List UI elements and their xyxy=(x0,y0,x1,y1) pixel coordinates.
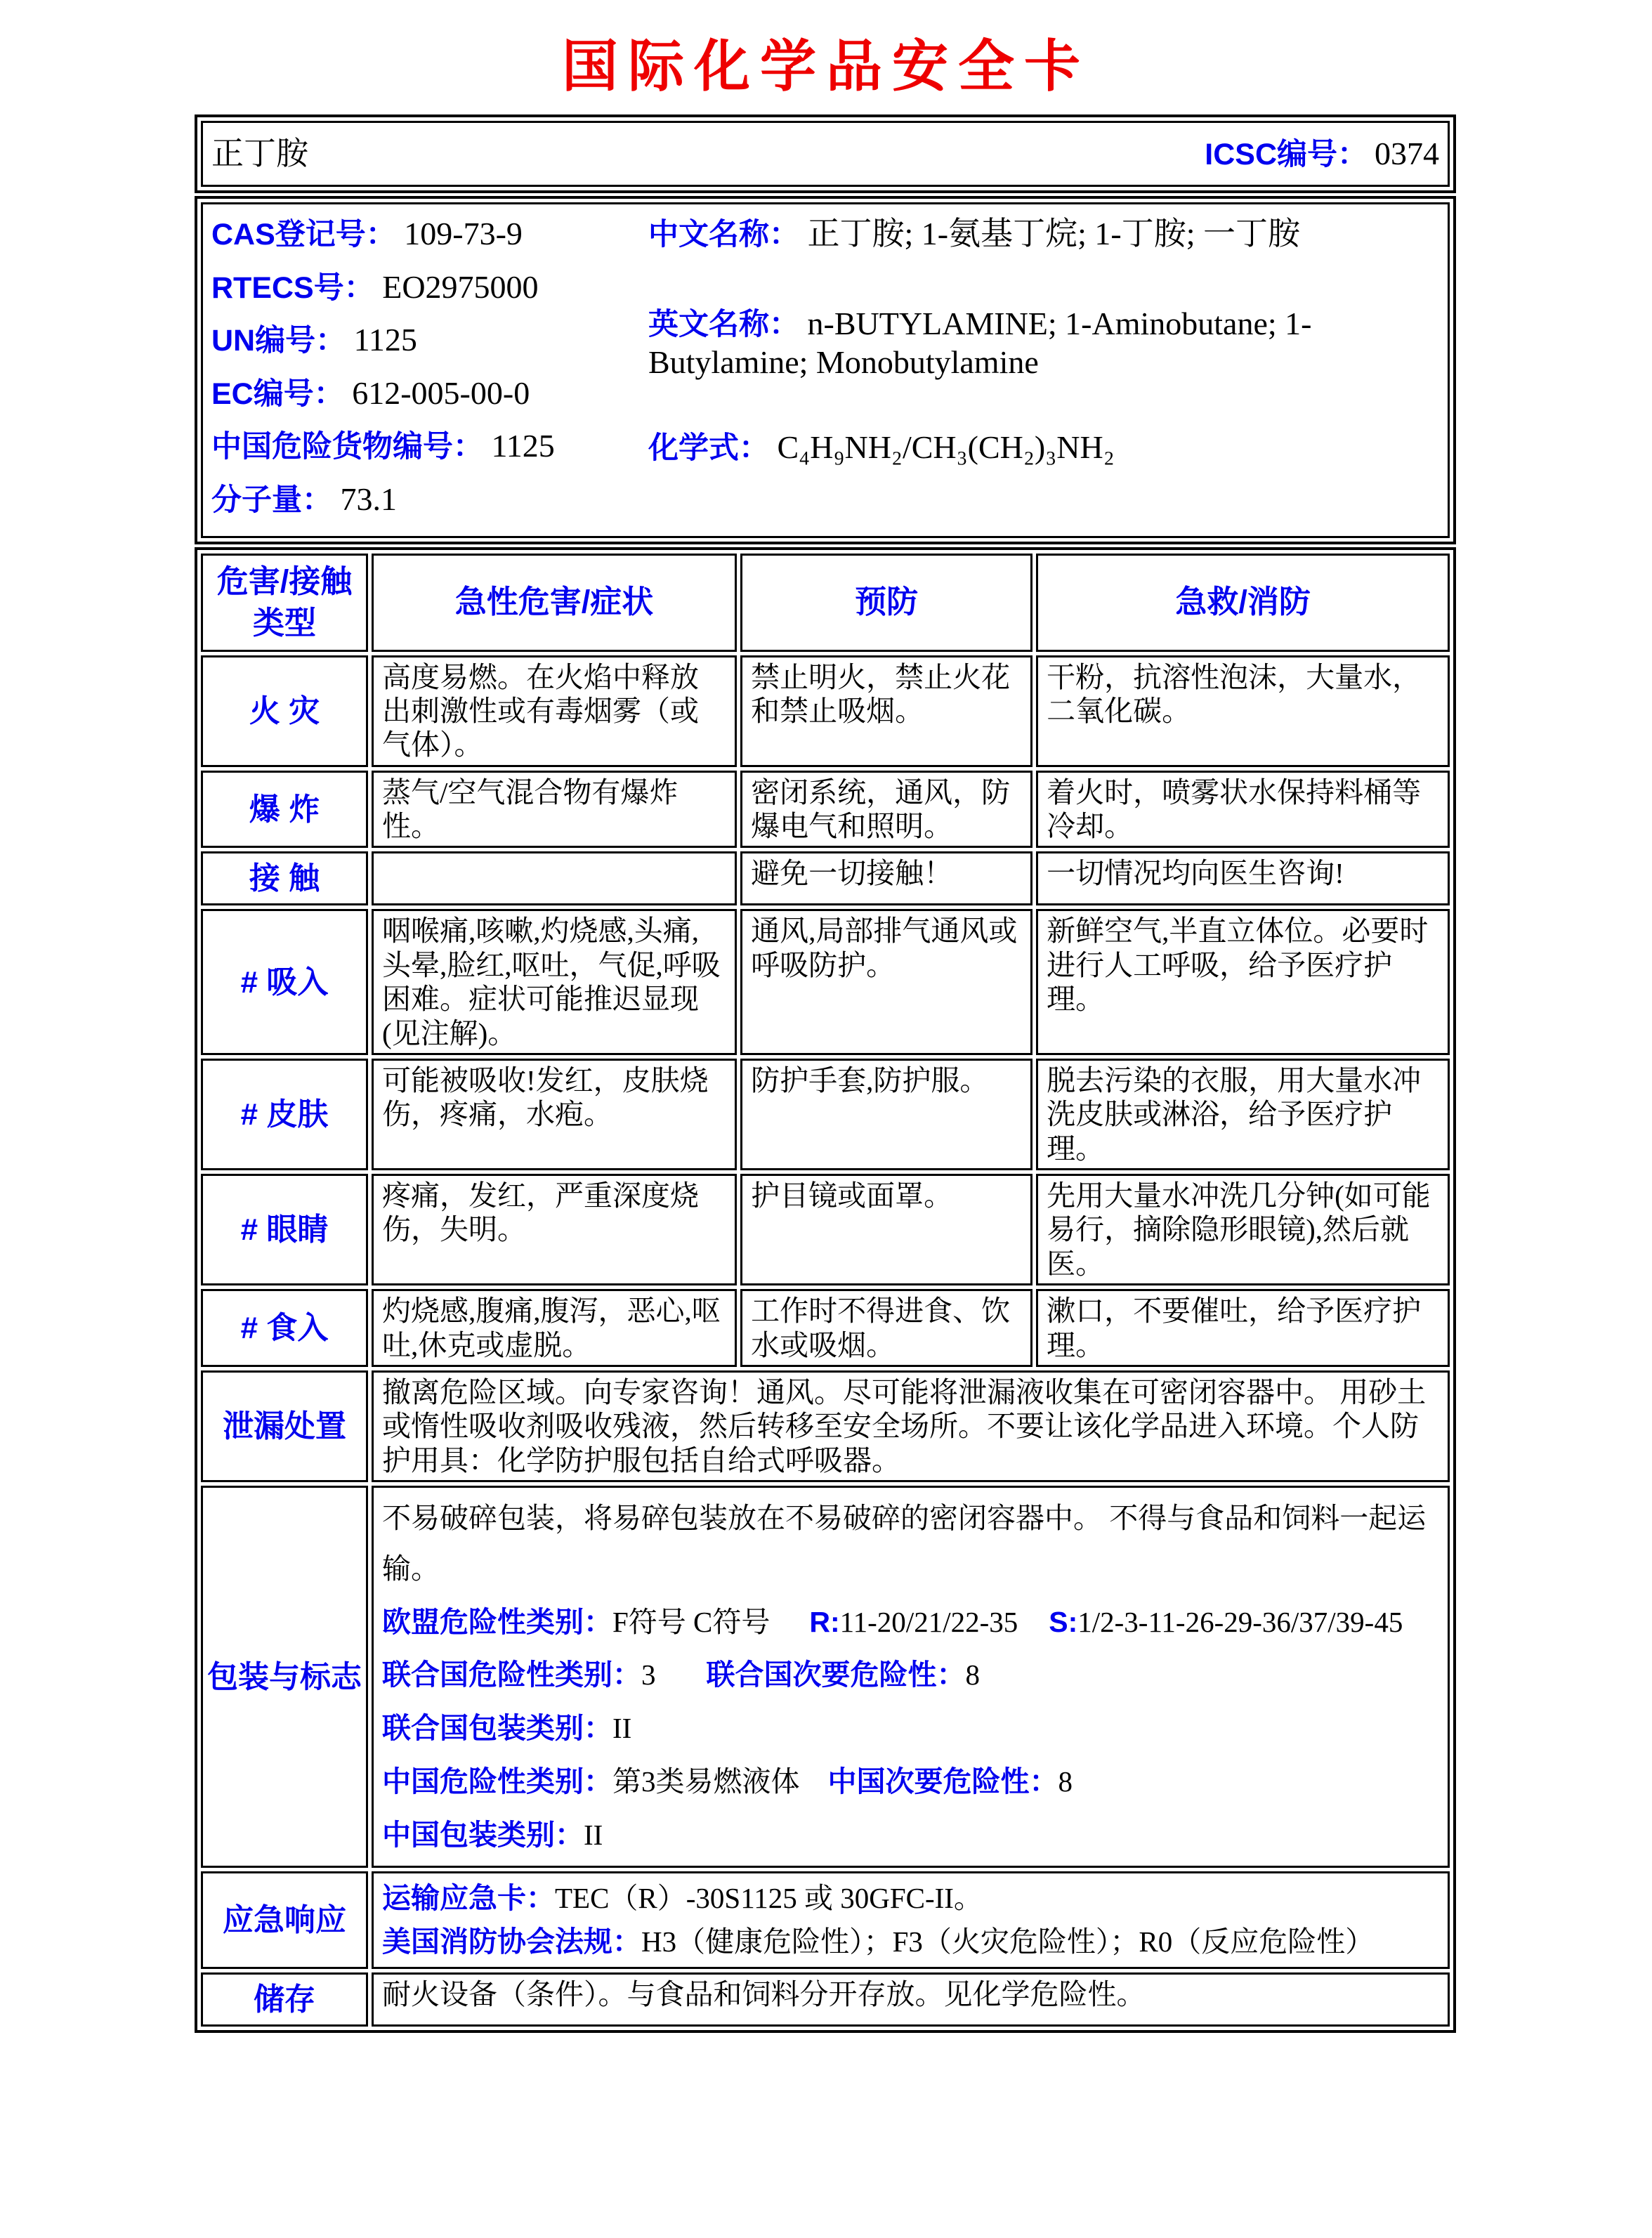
un-subrisk-value: 8 xyxy=(965,1658,980,1691)
inhalation-symptoms-cell: 咽喉痛,咳嗽,灼烧感,头痛,头晕,脸红,呕吐，气促,呼吸困难。症状可能推迟显现(见注解)。 xyxy=(372,909,737,1055)
column-header-symptoms: 急性危害/症状 xyxy=(372,554,737,652)
inhalation-first-aid-cell: 新鲜空气,半直立体位。必要时进行人工呼吸，给予医疗护理。 xyxy=(1036,909,1450,1055)
hazard-row-fire xyxy=(201,655,1450,767)
un-value: 1125 xyxy=(353,322,417,358)
molecular-weight-value: 73.1 xyxy=(340,480,397,517)
cas-label: CAS登记号： xyxy=(211,218,396,251)
nfpa-line xyxy=(382,1921,1439,1963)
hazard-row-exposure xyxy=(201,851,1450,905)
eyes-symptoms-cell: 疼痛，发红，严重深度烧伤，失明。 xyxy=(372,1174,737,1285)
tec-value: TEC（R）-30S1125 或 30GFC-II。 xyxy=(555,1882,983,1915)
exposure-first-aid-cell: 一切情况均向医生咨询! xyxy=(1036,851,1450,905)
china-dg-value: 1125 xyxy=(491,428,555,464)
rtecs-label: RTECS号： xyxy=(211,270,374,305)
packaging-row xyxy=(201,1486,1450,1868)
un-packgroup-label: 联合国包装类别： xyxy=(382,1712,612,1745)
un-subrisk-label: 联合国次要危险性： xyxy=(706,1658,966,1691)
fire-symptoms-cell: 高度易燃。在火焰中释放出刺激性或有毒烟雾（或气体）。 xyxy=(372,655,737,767)
eu-classification-line xyxy=(382,1597,1439,1648)
row-label-eyes: # 眼睛 xyxy=(201,1174,368,1285)
cn-packgroup-line xyxy=(382,1810,1439,1861)
row-label-exposure: 接 触 xyxy=(201,851,368,905)
column-header-hazard-type: 危害/接触 类型 xyxy=(201,554,368,652)
row-label-packaging: 包装与标志 xyxy=(201,1486,368,1868)
eu-class-value: F符号 C符号 xyxy=(612,1605,771,1638)
packaging-note: 不易破碎包装，将易碎包装放在不易破碎的密闭容器中。 不得与食品和饲料一起运输。 xyxy=(382,1502,1427,1585)
identification-row xyxy=(201,202,1450,538)
transport-emergency-card-line xyxy=(382,1878,1439,1919)
skin-symptoms-cell: 可能被吸收!发红，皮肤烧伤，疼痛，水疱。 xyxy=(372,1059,737,1170)
cas-value: 109-73-9 xyxy=(404,216,523,251)
un-packgroup-value: II xyxy=(612,1712,632,1745)
packaging-cell xyxy=(372,1486,1450,1868)
cn-subrisk-value: 8 xyxy=(1058,1765,1073,1798)
inhalation-prevention-cell: 通风,局部排气通风或呼吸防护。 xyxy=(740,909,1032,1055)
row-label-fire: 火 灾 xyxy=(201,655,368,767)
storage-text-cell: 耐火设备（条件）。与食品和饲料分开存放。见化学危险性。 xyxy=(372,1972,1450,2027)
nfpa-value: H3（健康危险性）；F3（火灾危险性）；R0（反应危险性） xyxy=(641,1925,1375,1958)
un-label: UN编号： xyxy=(211,324,346,358)
ec-value: 612-005-00-0 xyxy=(352,374,530,411)
china-dg-number-line xyxy=(211,426,640,466)
icsc-number-value: 0374 xyxy=(1375,136,1439,172)
icsc-card xyxy=(195,114,1456,2033)
formula-value: C₄H₉NH₂/CH₃(CH₂)₃NH₂ xyxy=(777,429,1115,466)
spillage-text-cell: 撤离危险区域。向专家咨询！通风。尽可能将泄漏液收集在可密闭容器中。 用砂土或惰性吸收剂吸收残液，然后转移至安全场所。不要让该化学品进入环境。个人防护用具：化学防护服包括自给式呼吸器。 xyxy=(372,1370,1450,1482)
english-name-line xyxy=(648,304,1439,382)
chinese-name-label: 中文名称： xyxy=(648,218,799,251)
explosion-prevention-cell: 密闭系统，通风，防爆电气和照明。 xyxy=(740,771,1032,849)
row-label-storage: 储存 xyxy=(201,1972,368,2027)
row-label-spillage: 泄漏处置 xyxy=(201,1370,368,1482)
storage-row xyxy=(201,1972,1450,2027)
identification-cell xyxy=(201,202,1450,538)
spillage-row xyxy=(201,1370,1450,1482)
chemical-names xyxy=(640,207,1439,533)
molecular-weight-line xyxy=(211,480,640,519)
icsc-number-label: ICSC编号： xyxy=(1205,138,1368,172)
eyes-first-aid-cell: 先用大量水冲洗几分钟(如可能易行，摘除隐形眼镜),然后就医。 xyxy=(1036,1174,1450,1285)
tec-label: 运输应急卡： xyxy=(382,1882,555,1915)
cn-packgroup-label: 中国包装类别： xyxy=(382,1818,584,1851)
un-number-line xyxy=(211,320,640,360)
cn-class-value: 第3类易燃液体 xyxy=(612,1765,800,1798)
eu-class-label: 欧盟危险性类别： xyxy=(382,1605,612,1638)
s-phrases-label: S: xyxy=(1049,1605,1078,1638)
emergency-response-row xyxy=(201,1871,1450,1969)
ingestion-symptoms-cell: 灼烧感,腹痛,腹泻，恶心,呕吐,休克或虚脱。 xyxy=(372,1289,737,1367)
china-dg-label: 中国危险货物编号： xyxy=(211,430,483,464)
header-row xyxy=(201,121,1450,187)
hazard-row-eyes xyxy=(201,1174,1450,1285)
identification-table xyxy=(195,196,1456,544)
ec-label: EC编号： xyxy=(211,377,344,411)
s-phrases-value: 1/2-3-11-26-29-36/37/39-45 xyxy=(1077,1605,1403,1638)
nfpa-label: 美国消防协会法规： xyxy=(382,1925,641,1958)
cas-number-line xyxy=(211,214,640,254)
english-name-label: 英文名称： xyxy=(648,307,799,341)
ingestion-first-aid-cell: 漱口，不要催吐，给予医疗护理。 xyxy=(1036,1289,1450,1367)
column-header-first-aid: 急救/消防 xyxy=(1036,554,1450,652)
molecular-weight-label: 分子量： xyxy=(211,483,332,517)
exposure-prevention-cell: 避免一切接触！ xyxy=(740,851,1032,905)
r-phrases-label: R: xyxy=(809,1605,840,1638)
hazard-row-inhalation xyxy=(201,909,1450,1055)
explosion-first-aid-cell: 着火时，喷雾状水保持料桶等冷却。 xyxy=(1036,771,1450,849)
icsc-number-group xyxy=(1205,134,1439,174)
rtecs-number-line xyxy=(211,268,640,307)
eyes-prevention-cell: 护目镜或面罩。 xyxy=(740,1174,1032,1285)
fire-first-aid-cell: 干粉，抗溶性泡沫，大量水，二氧化碳。 xyxy=(1036,655,1450,767)
row-label-emergency: 应急响应 xyxy=(201,1871,368,1969)
hazard-table xyxy=(195,547,1456,2034)
cn-class-label: 中国危险性类别： xyxy=(382,1765,612,1798)
row-label-ingestion: # 食入 xyxy=(201,1289,368,1367)
row-label-skin: # 皮肤 xyxy=(201,1059,368,1170)
row-label-inhalation: # 吸入 xyxy=(201,909,368,1055)
hazard-header-row xyxy=(201,554,1450,652)
fire-prevention-cell: 禁止明火，禁止火花和禁止吸烟。 xyxy=(740,655,1032,767)
registry-numbers xyxy=(211,207,640,533)
formula-label: 化学式： xyxy=(648,431,769,466)
ec-number-line xyxy=(211,374,640,413)
chinese-name-line xyxy=(648,214,1439,254)
substance-name: 正丁胺 xyxy=(211,136,308,172)
un-classification-line xyxy=(382,1650,1439,1701)
skin-prevention-cell: 防护手套,防护服。 xyxy=(740,1059,1032,1170)
explosion-symptoms-cell: 蒸气/空气混合物有爆炸性。 xyxy=(372,771,737,849)
hazard-row-skin xyxy=(201,1059,1450,1170)
page-title: 国际化学品安全卡 xyxy=(562,37,1090,98)
column-header-prevention: 预防 xyxy=(740,554,1032,652)
cn-classification-line xyxy=(382,1757,1439,1807)
english-name-value: n-BUTYLAMINE; 1-Aminobutane; 1-Butylamine; Monobutylamine xyxy=(648,305,1312,381)
un-class-label: 联合国危险性类别： xyxy=(382,1658,641,1691)
row-label-explosion: 爆 炸 xyxy=(201,771,368,849)
cn-packgroup-value: II xyxy=(584,1818,603,1851)
r-phrases-value: 11-20/21/22-35 xyxy=(839,1605,1018,1638)
skin-first-aid-cell: 脱去污染的衣服，用大量水冲洗皮肤或淋浴，给予医疗护理。 xyxy=(1036,1059,1450,1170)
header-table xyxy=(195,114,1456,193)
un-packgroup-line xyxy=(382,1703,1439,1754)
hazard-row-explosion xyxy=(201,771,1450,849)
cn-subrisk-label: 中国次要危险性： xyxy=(827,1765,1058,1798)
header-cell xyxy=(201,121,1450,187)
chinese-name-value: 正丁胺; 1-氨基丁烷; 1-丁胺; 一丁胺 xyxy=(807,216,1300,251)
rtecs-value: EO2975000 xyxy=(382,268,539,305)
exposure-symptoms-cell xyxy=(372,851,737,905)
ingestion-prevention-cell: 工作时不得进食、饮水或吸烟。 xyxy=(740,1289,1032,1367)
un-class-value: 3 xyxy=(641,1658,656,1691)
hazard-row-ingestion xyxy=(201,1289,1450,1367)
emergency-cell xyxy=(372,1871,1450,1969)
formula-line xyxy=(648,428,1439,467)
